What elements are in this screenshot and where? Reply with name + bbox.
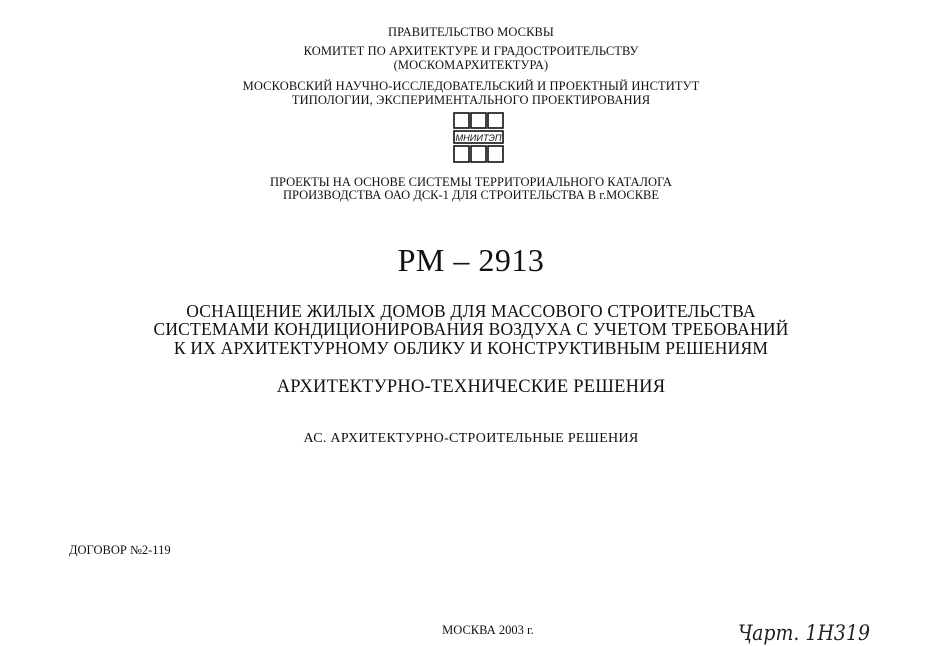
mniitep-logo-icon xyxy=(452,112,506,164)
document-code: РМ – 2913 xyxy=(397,242,545,278)
government-name: ПРАВИТЕЛЬСТВО МОСКВЫ xyxy=(388,25,554,39)
projects-line2: ПРОИЗВОДСТВА ОАО ДСК-1 ДЛЯ СТРОИТЕЛЬСТВА В г.МОСКВЕ xyxy=(282,188,660,202)
document-section: АС. АРХИТЕКТУРНО-СТРОИТЕЛЬНЫЕ РЕШЕНИЯ xyxy=(303,431,639,446)
document-title-line1: ОСНАЩЕНИЕ ЖИЛЫХ ДОМОВ ДЛЯ МАССОВОГО СТРОИТЕЛЬСТВА xyxy=(186,301,756,321)
projects-line1: ПРОЕКТЫ НА ОСНОВЕ СИСТЕМЫ ТЕРРИТОРИАЛЬНОГО КАТАЛОГА xyxy=(270,175,672,189)
document-title-line3: К ИХ АРХИТЕКТУРНОМУ ОБЛИКУ И КОНСТРУКТИВНЫМ РЕШЕНИЯМ xyxy=(173,338,769,358)
document-title-line2: СИСТЕМАМИ КОНДИЦИОНИРОВАНИЯ ВОЗДУХА С УЧЕТОМ ТРЕБОВАНИЙ xyxy=(153,319,789,339)
committee-name: КОМИТЕТ ПО АРХИТЕКТУРЕ И ГРАДОСТРОИТЕЛЬСТВУ xyxy=(303,44,639,58)
city-year: МОСКВА 2003 г. xyxy=(442,623,534,637)
logo-text: МНИИТЭП xyxy=(455,133,502,143)
handwritten-note-text: Ҷарт. 1Н319 xyxy=(738,621,870,645)
committee-abbreviation: (МОСКОМАРХИТЕКТУРА) xyxy=(393,58,549,72)
institute-name-line2: ТИПОЛОГИИ, ЭКСПЕРИМЕНТАЛЬНОГО ПРОЕКТИРОВАНИЯ xyxy=(291,93,651,107)
document-subtitle: АРХИТЕКТУРНО-ТЕХНИЧЕСКИЕ РЕШЕНИЯ xyxy=(276,377,666,397)
contract-number: ДОГОВОР №2-119 xyxy=(69,543,171,557)
institute-name-line1: МОСКОВСКИЙ НАУЧНО-ИССЛЕДОВАТЕЛЬСКИЙ И ПРОЕКТНЫЙ ИНСТИТУТ xyxy=(242,79,700,93)
handwritten-note xyxy=(736,618,876,646)
